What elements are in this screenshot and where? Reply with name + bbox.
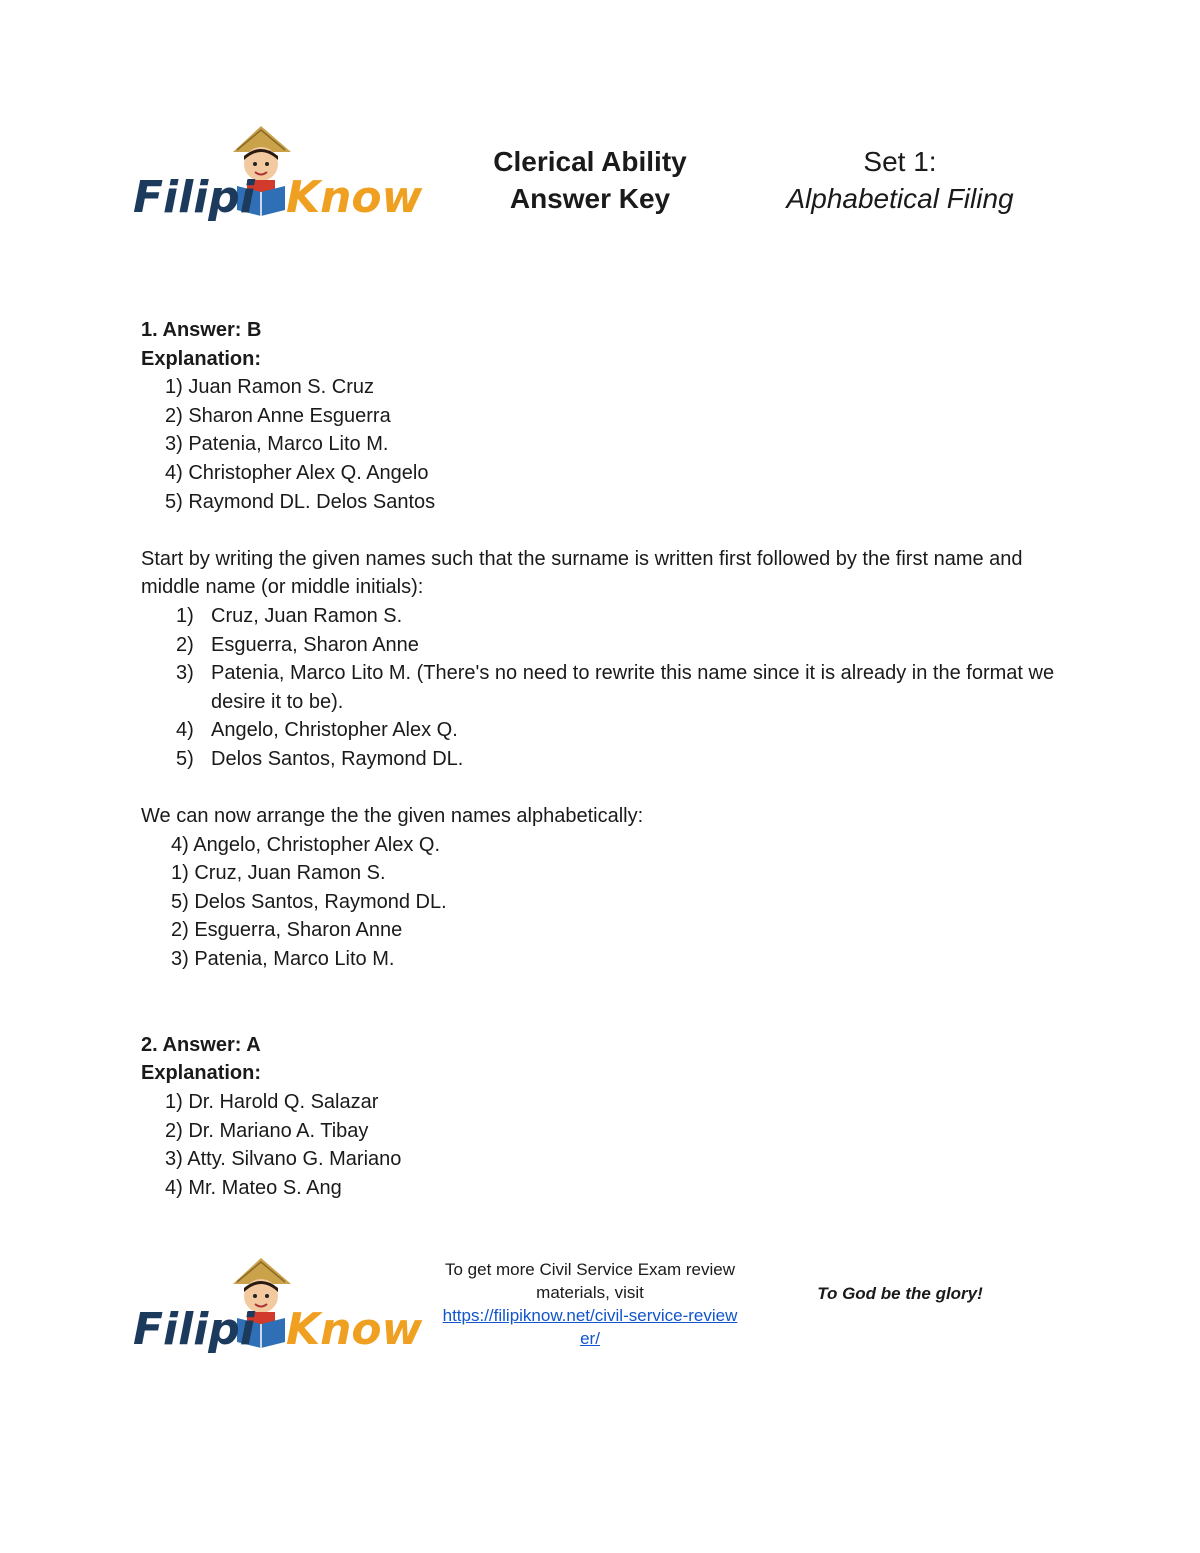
svg-text:Filipi: Filipi bbox=[133, 172, 255, 223]
svg-text:Know: Know bbox=[286, 1304, 423, 1355]
list-item: 2) Dr. Mariano A. Tibay bbox=[165, 1119, 369, 1142]
footer-filipiknow-logo bbox=[133, 1254, 423, 1355]
list-item: 4) Angelo, Christopher Alex Q. bbox=[171, 833, 441, 856]
list-item: 4) Mr. Mateo S. Ang bbox=[165, 1176, 342, 1199]
q1-explanation-label: Explanation: bbox=[141, 347, 262, 370]
q1-arranged-names bbox=[141, 831, 1061, 974]
q2-answer: 2. Answer: A bbox=[141, 1033, 261, 1056]
filipiknow-logo bbox=[133, 122, 423, 223]
set-number: Set 1: bbox=[863, 146, 937, 177]
q1-intro: Start by writing the given names such that the surname is written first followed by the first name and middle name (or middle initials): bbox=[141, 547, 1023, 599]
list-item: 4) Christopher Alex Q. Angelo bbox=[165, 461, 429, 484]
q2-given-names bbox=[141, 1088, 1061, 1202]
q1-arrange-intro: We can now arrange the the given names alphabetically: bbox=[141, 805, 644, 828]
q1-rewritten-names bbox=[141, 602, 1061, 774]
footer-promo bbox=[440, 1258, 740, 1350]
footer-glory: To God be the glory! bbox=[817, 1284, 983, 1303]
document-title bbox=[440, 143, 740, 217]
reviewer-link[interactable]: https://filipiknow.net/civil-service-reviewer/ bbox=[442, 1306, 738, 1348]
list-item: 2) Sharon Anne Esguerra bbox=[165, 404, 391, 427]
list-item: 3) Patenia, Marco Lito M. (There's no need to rewrite this name since it is already in the format we desire it to be). bbox=[176, 662, 1055, 713]
title-line-2: Answer Key bbox=[509, 183, 671, 214]
set-heading bbox=[760, 143, 1040, 217]
q1-answer: 1. Answer: B bbox=[141, 319, 262, 341]
list-item: 3) Patenia, Marco Lito M. bbox=[171, 948, 395, 971]
list-item: 5) Raymond DL. Delos Santos bbox=[165, 490, 436, 513]
list-item: 4) Angelo, Christopher Alex Q. bbox=[176, 719, 458, 742]
list-item: 1) Dr. Harold Q. Salazar bbox=[165, 1091, 379, 1114]
q1-given-names bbox=[141, 373, 1061, 516]
list-item: 5) Delos Santos, Raymond DL. bbox=[176, 747, 464, 770]
answer-key-content bbox=[141, 316, 1061, 1202]
title-line-1: Clerical Ability bbox=[493, 146, 687, 177]
list-item: 1) Juan Ramon S. Cruz bbox=[165, 376, 374, 399]
footer-promo-text: To get more Civil Service Exam review materials, visit bbox=[444, 1260, 736, 1302]
q2-explanation-label: Explanation: bbox=[141, 1062, 262, 1085]
list-item: 1) Cruz, Juan Ramon S. bbox=[171, 862, 386, 885]
list-item: 3) Atty. Silvano G. Mariano bbox=[165, 1148, 402, 1171]
svg-text:Filipi: Filipi bbox=[133, 1304, 255, 1355]
list-item: 3) Patenia, Marco Lito M. bbox=[165, 433, 389, 456]
list-item: 2) Esguerra, Sharon Anne bbox=[176, 633, 419, 656]
list-item: 1) Cruz, Juan Ramon S. bbox=[176, 604, 403, 627]
set-subtitle: Alphabetical Filing bbox=[786, 183, 1014, 214]
list-item: 5) Delos Santos, Raymond DL. bbox=[171, 890, 447, 913]
svg-text:Know: Know bbox=[286, 172, 423, 223]
list-item: 2) Esguerra, Sharon Anne bbox=[171, 919, 403, 942]
